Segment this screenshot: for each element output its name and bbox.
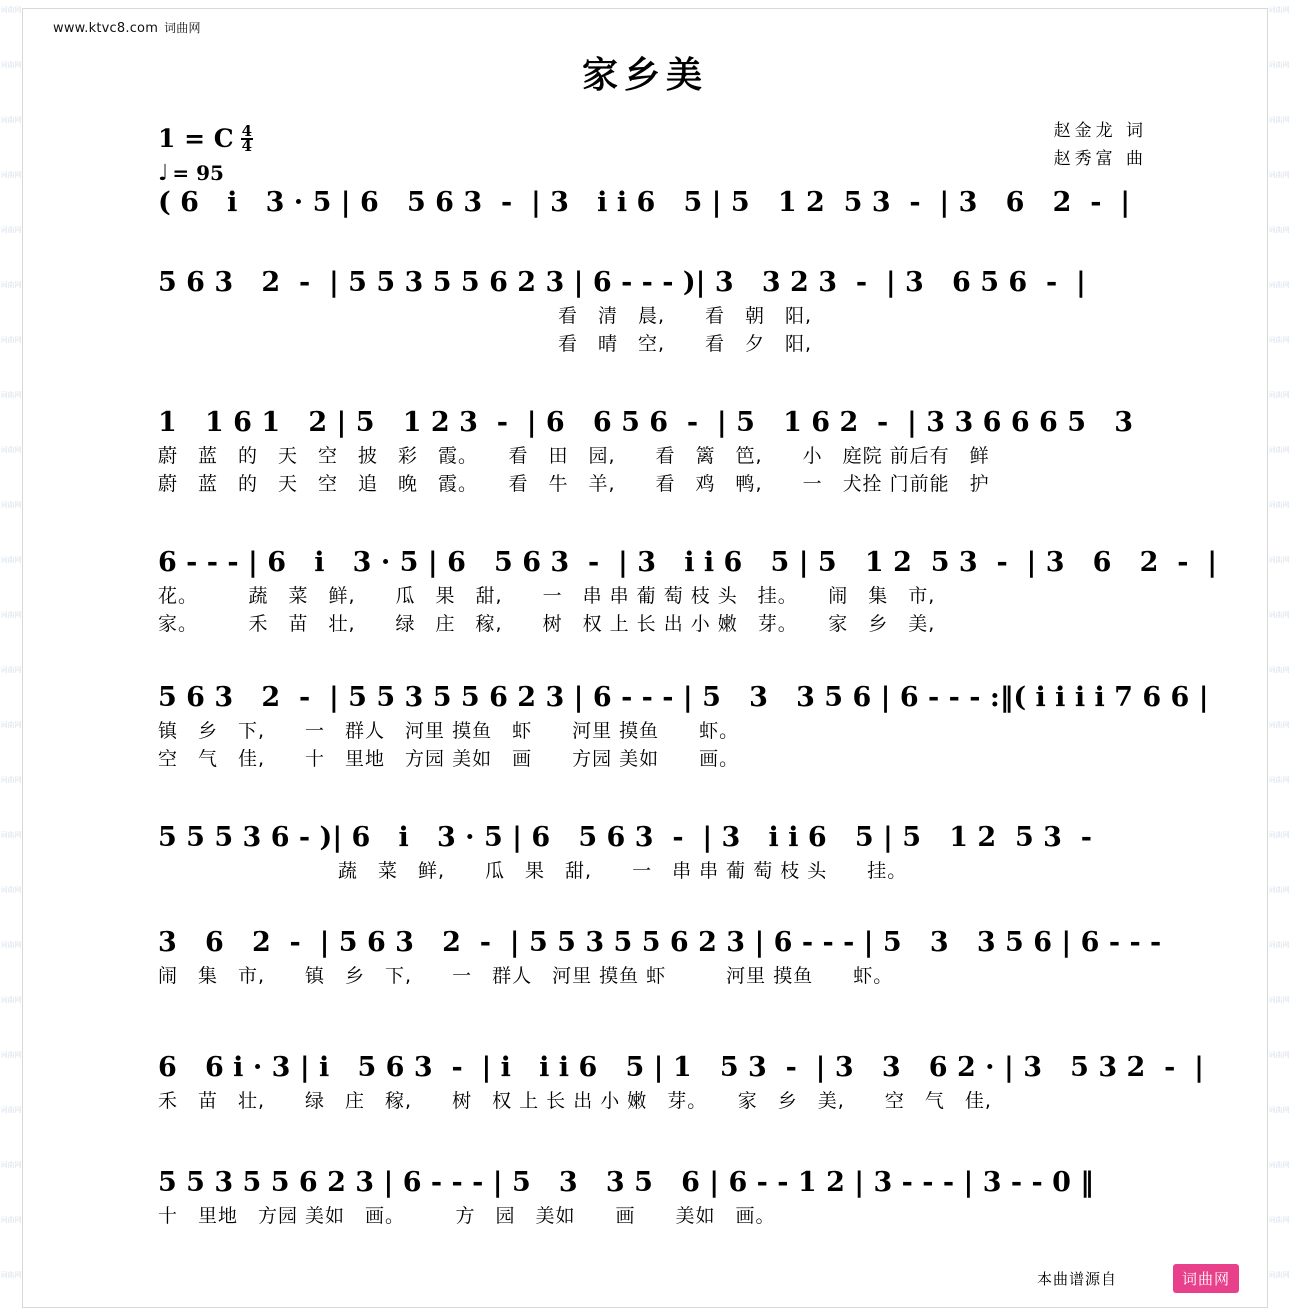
watermark-cell: 词曲网: [0, 226, 22, 234]
lyric-line: 空 气 佳, 十 里地 方园 美如 画 方园 美如 画。: [158, 748, 740, 770]
watermark-cell: 词曲网: [1268, 941, 1290, 949]
music-system: [158, 546, 1218, 638]
notation-line: 1 1 6 1 2 | 5 1 2 3 - | 6 6 5 6 - | 5 1 6 2 - | 3 3 6 6 6 5 3: [158, 407, 1133, 438]
watermark-cell: 词曲网: [1268, 776, 1290, 784]
watermark-cell: 词曲网: [1268, 336, 1290, 344]
key-signature-line: [158, 124, 253, 153]
watermark-cell: 词曲网: [0, 1161, 22, 1169]
time-signature-numerator: 4: [241, 122, 253, 140]
watermark-cell: 词曲网: [1268, 996, 1290, 1004]
lyric-line: 禾 苗 壮, 绿 庄 稼, 树 权 上 长 出 小 嫩 芽。 家 乡 美, 空 气 佳,: [158, 1090, 992, 1112]
site-watermark: [53, 19, 201, 36]
music-system: [158, 1051, 1204, 1115]
watermark-cell: 词曲网: [1268, 61, 1290, 69]
watermark-cell: 词曲网: [1268, 226, 1290, 234]
notation-line: 6 6 i · 3 | i 5 6 3 - | i i i 6 5 | 1 5 3 - | 3 3 6 2 · | 3 5 3 2 - |: [158, 1052, 1204, 1083]
watermark-cell: 词曲网: [0, 721, 22, 729]
music-system: [158, 266, 1168, 358]
notation-line: 5 6 3 2 - | 5 5 3 5 5 6 2 3 | 6 - - - | 5 3 3 5 6 | 6 - - - :‖( i i i i 7 6 6 |: [158, 682, 1209, 713]
watermark-cell: 词曲网: [0, 391, 22, 399]
watermark-cell: 词曲网: [1268, 501, 1290, 509]
watermark-cell: 词曲网: [0, 556, 22, 564]
watermark-cell: 词曲网: [0, 61, 22, 69]
watermark-cell: 词曲网: [1268, 611, 1290, 619]
key-signature: 1 = C: [158, 124, 234, 153]
credits: [1054, 117, 1147, 173]
time-signature: [241, 122, 253, 155]
music-system: [158, 406, 1168, 498]
tempo-value: = 95: [172, 161, 224, 185]
lyric-line: 镇 乡 下, 一 群人 河里 摸鱼 虾 河里 摸鱼 虾。: [158, 720, 740, 742]
watermark-cell: 词曲网: [0, 776, 22, 784]
watermark-cell: 词曲网: [0, 1271, 22, 1279]
watermark-cell: 词曲网: [1268, 1161, 1290, 1169]
watermark-cell: 词曲网: [0, 666, 22, 674]
notation-line: 5 5 5 3 6 - )| 6 i 3 · 5 | 6 5 6 3 - | 3 i i 6 5 | 5 1 2 5 3 -: [158, 822, 1092, 853]
lyric-line: 闹 集 市, 镇 乡 下, 一 群人 河里 摸鱼 虾 河里 摸鱼 虾。: [158, 965, 894, 987]
watermark-cell: 词曲网: [0, 941, 22, 949]
watermark-cell: 词曲网: [0, 1106, 22, 1114]
watermark-cell: 词曲网: [1268, 1271, 1290, 1279]
watermark-cell: 词曲网: [1268, 116, 1290, 124]
watermark-cell: 词曲网: [0, 831, 22, 839]
watermark-cell: 词曲网: [1268, 446, 1290, 454]
lyric-line: 蔚 蓝 的 天 空 追 晚 霞。 看 牛 羊, 看 鸡 鸭, 一 犬拴 门前能 护: [158, 473, 990, 495]
composer-line: 赵秀富 曲: [1053, 149, 1147, 169]
site-name: 词曲网: [164, 21, 201, 35]
watermark-cell: 词曲网: [1268, 666, 1290, 674]
watermark-cell: 词曲网: [1268, 886, 1290, 894]
site-url: www.ktvc8.com: [53, 21, 159, 36]
music-system: [158, 1166, 1168, 1230]
watermark-cell: 词曲网: [1268, 6, 1290, 14]
watermark-cell: 词曲网: [1268, 1051, 1290, 1059]
notation-line: 5 5 3 5 5 6 2 3 | 6 - - - | 5 3 3 5 6 | 6 - - 1 2 | 3 - - - | 3 - - 0 ‖: [158, 1167, 1094, 1198]
watermark-column-right: [1268, 0, 1290, 1316]
watermark-cell: 词曲网: [0, 1051, 22, 1059]
page-title: 家乡美: [581, 55, 708, 96]
watermark-cell: 词曲网: [0, 281, 22, 289]
lyric-line: 十 里地 方园 美如 画。 方 园 美如 画 美如 画。: [158, 1205, 776, 1227]
watermark-cell: 词曲网: [0, 336, 22, 344]
notation-line: 3 6 2 - | 5 6 3 2 - | 5 5 3 5 5 6 2 3 | 6 - - - | 5 3 3 5 6 | 6 - - -: [158, 927, 1162, 958]
watermark-cell: 词曲网: [1268, 1216, 1290, 1224]
notation-line: ( 6 i 3 · 5 | 6 5 6 3 - | 3 i i 6 5 | 5 1 2 5 3 - | 3 6 2 - |: [158, 187, 1131, 218]
watermark-cell: 词曲网: [0, 116, 22, 124]
watermark-cell: 词曲网: [1268, 281, 1290, 289]
notation-line: 5 6 3 2 - | 5 5 3 5 5 6 2 3 | 6 - - - )| 3 3 2 3 - | 3 6 5 6 - |: [158, 267, 1086, 298]
footer-source-note: 本曲谱源自: [1036, 1270, 1117, 1288]
lyricist-line: 赵金龙 词: [1053, 121, 1147, 141]
lyric-line: 蔚 蓝 的 天 空 披 彩 霞。 看 田 园, 看 篱 笆, 小 庭院 前后有 鲜: [158, 445, 990, 467]
watermark-cell: 词曲网: [0, 996, 22, 1004]
watermark-cell: 词曲网: [0, 886, 22, 894]
watermark-cell: 词曲网: [1268, 171, 1290, 179]
watermark-cell: 词曲网: [1268, 391, 1290, 399]
watermark-cell: 词曲网: [0, 171, 22, 179]
music-system: [158, 821, 1168, 885]
footer-site-badge[interactable]: 词曲网: [1173, 1264, 1239, 1293]
lyric-line: 看 清 晨, 看 朝 阳,: [158, 305, 813, 327]
tempo-marking: [158, 161, 253, 185]
time-signature-denominator: 4: [241, 137, 253, 155]
music-system: [158, 186, 1168, 222]
watermark-cell: 词曲网: [0, 446, 22, 454]
music-system: [158, 681, 1209, 773]
music-system: [158, 926, 1168, 990]
watermark-cell: 词曲网: [1268, 831, 1290, 839]
sheet-music-page: [22, 8, 1268, 1308]
key-signature-block: [158, 124, 253, 185]
watermark-cell: 词曲网: [0, 6, 22, 14]
quarter-note-icon: ♩: [158, 160, 169, 186]
lyric-line: 家。 禾 苗 壮, 绿 庄 稼, 树 权 上 长 出 小 嫩 芽。 家 乡 美,: [158, 613, 936, 635]
watermark-cell: 词曲网: [1268, 721, 1290, 729]
watermark-cell: 词曲网: [1268, 556, 1290, 564]
watermark-cell: 词曲网: [0, 501, 22, 509]
lyric-line: 蔬 菜 鲜, 瓜 果 甜, 一 串 串 葡 萄 枝 头 挂。: [158, 860, 908, 882]
notation-line: 6 - - - | 6 i 3 · 5 | 6 5 6 3 - | 3 i i 6 5 | 5 1 2 5 3 - | 3 6 2 - |: [158, 547, 1218, 578]
watermark-cell: 词曲网: [0, 1216, 22, 1224]
lyric-line: 花。 蔬 菜 鲜, 瓜 果 甜, 一 串 串 葡 萄 枝 头 挂。 闹 集 市,: [158, 585, 936, 607]
watermark-column-left: [0, 0, 22, 1316]
lyric-line: 看 晴 空, 看 夕 阳,: [158, 333, 813, 355]
watermark-cell: 词曲网: [0, 611, 22, 619]
watermark-cell: 词曲网: [1268, 1106, 1290, 1114]
